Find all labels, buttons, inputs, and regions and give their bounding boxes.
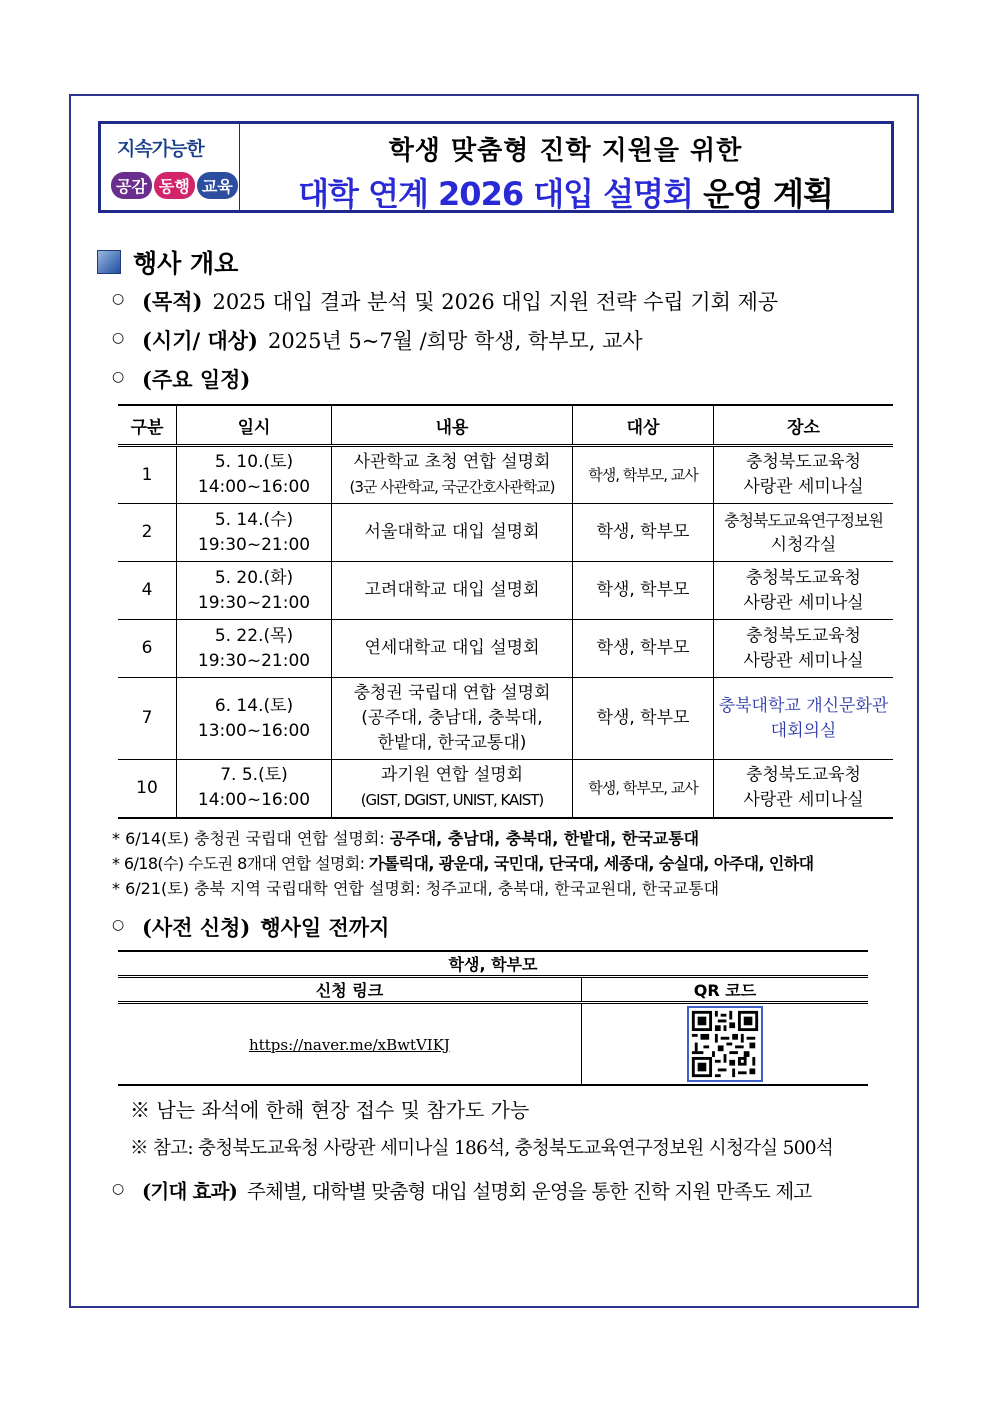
row-place [714, 562, 894, 620]
page-title [240, 169, 891, 215]
table-row [118, 562, 893, 620]
row-content [332, 620, 573, 678]
content-line: 고려대학교 대입 설명회 [364, 580, 540, 600]
row-number: 2 [118, 504, 177, 562]
purpose-label: (목적) [142, 289, 203, 314]
square-bullet-icon [97, 250, 121, 274]
row-target: 학생, 학부모 [573, 562, 714, 620]
schedule-table [118, 404, 893, 819]
row-datetime [177, 446, 332, 504]
effect-label: (기대 효과) [142, 1180, 237, 1203]
row-date: 5. 14.(수) [214, 509, 294, 530]
col-header: 장소 [714, 405, 894, 446]
logo-word-1: 공감 [111, 172, 152, 199]
section-heading [97, 244, 238, 280]
content-line: (GIST, DGIST, UNIST, KAIST) [360, 791, 544, 810]
row-datetime [177, 620, 332, 678]
row-time: 19:30~21:00 [197, 534, 311, 555]
row-number: 4 [118, 562, 177, 620]
logo-slogan: 지속가능한 [117, 138, 204, 160]
row-datetime [177, 760, 332, 818]
col-header: 구분 [118, 405, 177, 446]
place-line: 사랑관 세미나실 [743, 790, 864, 811]
circle-bullet-icon: ○ [112, 369, 125, 385]
row-target: 학생, 학부모 [573, 620, 714, 678]
table-row [118, 678, 893, 760]
col-header: 일시 [177, 405, 332, 446]
row-date: 5. 20.(화) [214, 567, 294, 588]
row-date: 5. 22.(목) [214, 625, 294, 646]
apply-item [112, 912, 399, 942]
row-place [714, 504, 894, 562]
circle-bullet-icon: ○ [112, 1181, 124, 1197]
row-datetime [177, 504, 332, 562]
place-line: 대회의실 [770, 720, 837, 741]
qr-code-icon [687, 1006, 763, 1082]
circle-bullet-icon: ○ [112, 917, 125, 933]
remark-2: ※ 참고: 충청북도교육청 사랑관 세미나실 186석, 충청북도교육연구정보원 시청각실 500석 [130, 1138, 834, 1159]
row-time: 14:00~16:00 [197, 477, 311, 497]
footnote-text: * 6/14(토) 충청권 국립대 연합 설명회: [112, 829, 390, 848]
footnote [112, 876, 719, 899]
footnote-bold: 공주대, 충남대, 충북대, 한밭대, 한국교통대 [389, 829, 700, 848]
schedule-label: (주요 일정) [142, 367, 251, 392]
page-subtitle: 학생 맞춤형 진학 지원을 위한 [388, 136, 743, 166]
place-line: 사랑관 세미나실 [743, 477, 864, 497]
content-line: 충청권 국립대 연합 설명회 [353, 683, 551, 703]
table-row [118, 446, 893, 504]
row-time: 14:00~16:00 [197, 790, 311, 811]
apply-label: (사전 신청) [142, 915, 251, 940]
row-time: 13:00~16:00 [197, 720, 311, 741]
section-title: 행사 개요 [133, 249, 239, 278]
row-content [332, 446, 573, 504]
place-line: 사랑관 세미나실 [743, 592, 864, 613]
apply-header: 학생, 학부모 [118, 951, 868, 977]
footnote [112, 851, 813, 874]
purpose-item [112, 286, 778, 316]
table-row [118, 620, 893, 678]
place-line: 충청북도교육연구정보원 [723, 510, 884, 530]
content-line: (3군 사관학교, 국군간호사관학교) [349, 478, 555, 496]
col-header-qr: QR 코드 [582, 977, 869, 1003]
effect-item [112, 1176, 811, 1204]
remark-1: ※ 남는 좌석에 한해 현장 접수 및 참가도 가능 [130, 1098, 530, 1122]
row-content [332, 504, 573, 562]
row-content [332, 678, 573, 760]
footnote [112, 826, 699, 849]
content-line: 과기원 연합 설명회 [380, 765, 524, 786]
row-place [714, 678, 894, 760]
footnote-text: * 6/21(토) 충북 지역 국립대학 연합 설명회: 청주교대, 충북대, 한국교원대, 한국교통대 [112, 879, 720, 898]
circle-bullet-icon: ○ [112, 330, 125, 346]
row-number: 10 [118, 760, 177, 818]
row-target: 학생, 학부모 [573, 678, 714, 760]
period-label: (시기/ 대상) [142, 328, 258, 353]
row-place [714, 620, 894, 678]
period-item [112, 325, 643, 355]
content-line: 사관학교 초청 연합 설명회 [353, 452, 551, 472]
content-line: 한밭대, 한국교통대) [377, 733, 527, 753]
row-content [332, 562, 573, 620]
footnote-text: * 6/18(수) 수도권 8개대 연합 설명회: [112, 854, 369, 873]
apply-link[interactable]: https://naver.me/xBwtVIKJ [249, 1035, 450, 1054]
apply-table [118, 950, 868, 1086]
purpose-text: 2025 대입 결과 분석 및 2026 대입 지원 전략 수립 기회 제공 [212, 290, 779, 314]
place-line: 시청각실 [770, 534, 837, 555]
schedule-item [112, 364, 260, 394]
row-date: 5. 10.(토) [214, 452, 294, 472]
row-date: 7. 5.(토) [220, 765, 288, 786]
apply-text: 행사일 전까지 [260, 915, 390, 940]
row-date: 6. 14.(토) [214, 695, 294, 716]
page-title-rest: 운영 계획 [692, 175, 833, 213]
col-header: 내용 [332, 405, 573, 446]
place-line: 사랑관 세미나실 [743, 650, 864, 671]
table-row [118, 760, 893, 818]
place-line: 충북대학교 개신문화관 [718, 695, 889, 716]
content-line: 서울대학교 대입 설명회 [364, 522, 540, 542]
row-datetime [177, 678, 332, 760]
logo [101, 124, 240, 210]
place-line: 충청북도교육청 [746, 765, 861, 786]
col-header: 대상 [573, 405, 714, 446]
place-line: 충청북도교육청 [746, 567, 861, 588]
row-place [714, 760, 894, 818]
place-line: 충청북도교육청 [746, 625, 861, 646]
content-line: 연세대학교 대입 설명회 [364, 638, 540, 658]
table-row [118, 504, 893, 562]
row-target: 학생, 학부모, 교사 [573, 446, 714, 504]
title-banner [98, 121, 894, 213]
row-datetime [177, 562, 332, 620]
footnote-bold: 가톨릭대, 광운대, 국민대, 단국대, 세종대, 숭실대, 아주대, 인하대 [368, 854, 814, 873]
content-line: (공주대, 충남대, 충북대, [361, 708, 543, 728]
row-time: 19:30~21:00 [197, 592, 311, 613]
row-content [332, 760, 573, 818]
row-place [714, 446, 894, 504]
row-number: 6 [118, 620, 177, 678]
effect-text: 주체별, 대학별 맞춤형 대입 설명회 운영을 통한 진학 지원 만족도 제고 [247, 1180, 812, 1203]
col-header-link: 신청 링크 [118, 977, 582, 1003]
row-number: 7 [118, 678, 177, 760]
period-text: 2025년 5~7월 /희망 학생, 학부모, 교사 [268, 329, 643, 353]
circle-bullet-icon: ○ [112, 291, 125, 307]
row-target: 학생, 학부모, 교사 [573, 760, 714, 818]
row-time: 19:30~21:00 [197, 650, 311, 671]
logo-word-2: 동행 [154, 172, 195, 199]
row-number: 1 [118, 446, 177, 504]
place-line: 충청북도교육청 [746, 452, 861, 472]
row-target: 학생, 학부모 [573, 504, 714, 562]
page-title-highlight: 대학 연계 2026 대입 설명회 [298, 175, 693, 213]
logo-word-3: 교육 [197, 172, 238, 199]
